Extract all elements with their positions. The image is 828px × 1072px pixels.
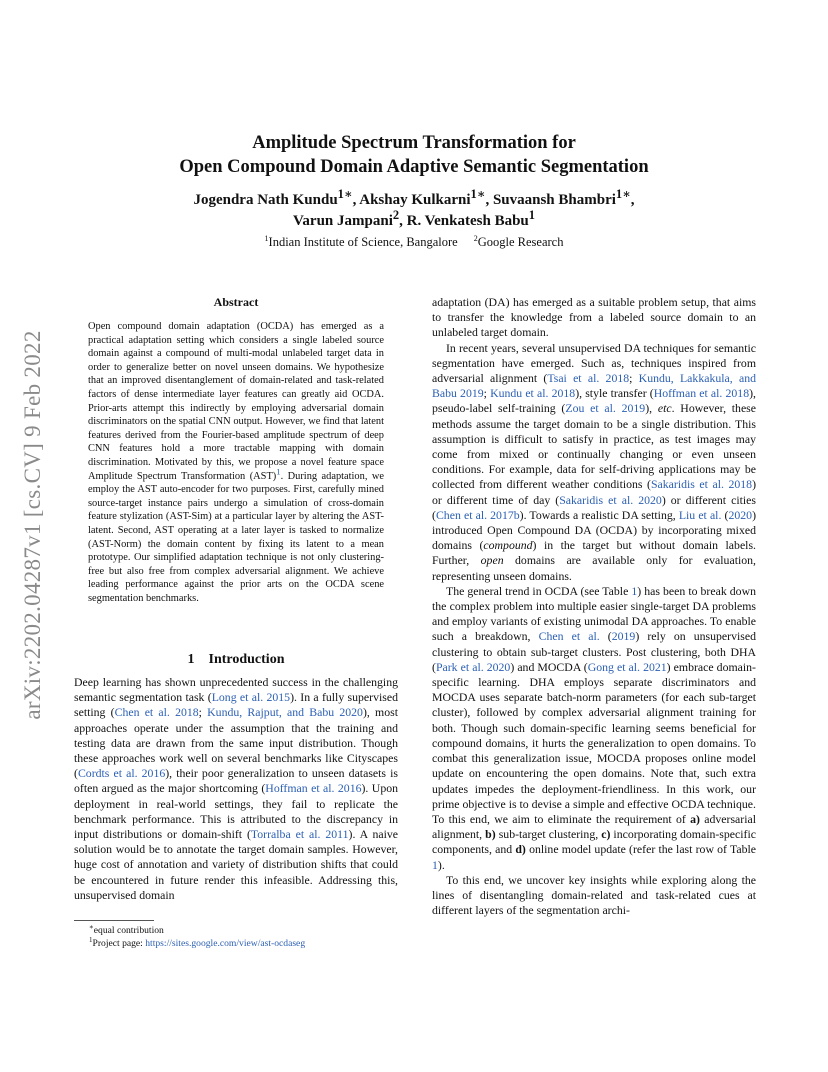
affiliations bbox=[0, 235, 828, 250]
author-name: Suvaansh Bhambri bbox=[492, 192, 616, 208]
abstract-heading: Abstract bbox=[213, 295, 259, 309]
author-name: Varun Jampani bbox=[292, 213, 393, 229]
author-mark: 1∗ bbox=[337, 187, 353, 201]
citation-link[interactable]: Park et al. 2020 bbox=[435, 659, 511, 674]
citation-link[interactable]: Zou et al. 2019 bbox=[565, 401, 646, 416]
author-mark: 1∗ bbox=[615, 187, 631, 201]
paper-title bbox=[0, 131, 828, 179]
footnotes bbox=[89, 924, 389, 950]
affiliation-google: Google Research bbox=[477, 235, 564, 249]
citation-link[interactable]: Hoffman et al. 2018 bbox=[653, 386, 750, 401]
section-title: Introduction bbox=[208, 652, 285, 667]
citation-link[interactable]: Long et al. 2015 bbox=[211, 690, 291, 705]
affiliation-mark: 2 bbox=[473, 233, 478, 243]
abstract-body: Open compound domain adaptation (OCDA) has emerged as a practical adaptation setting which considers a single labeled source domain against a compound of multi-modal unlabeled target data in order to generalize better on novel unseen domains. We hypothesize that an improved disentanglement of domain-related and task-related factors of dense intermediate layer features can greatly aid OCDA. Prior-arts attempt this indirectly by employing adversarial domain discriminators on the spatial CNN output. However, we find that latent features derived from the Fourier-based amplitude spectrum of deep CNN features hold a more tractable mapping with domain discrimination. Motivated by this, we propose a novel feature space Amplitude Spectrum Transformation (AST)$^1$. During adaptation, we employ the AST auto-encoder for two purposes. First, carefully mined source-target instance pairs undergo a simulation of cross-domain feature stylization (AST-Sim) at a particular layer by altering the AST-latent. Second, AST operating at a later layer is tasked to normalize (AST-Norm) the domain content by fixing its latent to a mean prototype. Our simplified adaptation technique is not only clustering-free but also free from complex adversarial alignment. We achieve leading performance against the prior arts on the OCDA scene segmentation benchmarks. bbox=[88, 321, 384, 604]
citation-link[interactable]: Gong et al. 2021 bbox=[587, 659, 667, 674]
paragraph-recent-years: In recent years, several unsupervised DA techniques for semantic segmentation have emerged. Such as, techniques inspired from adversarial alignment (Tsai et al. 2018; Kundu, Lakkakula, and Babu 2019; Kundu et al. 2018), style transfer (Hoffman et al. 2018), pseudo-label self-training (Zou et al. 2019), etc. However, these methods assume the target domain to be a single distribution. This assumption is difficult to satisfy in practice, as test images may come from mixed or continually changing or even unseen conditions. For example, data for self-driving applications may be collected from different weather conditions (Sakaridis et al. 2018) or different time of day (Sakaridis et al. 2020) or different cities (Chen et al. 2017b). Towards a realistic DA setting, Liu et al. (2020) introduced Open Compound DA (OCDA) by incorporating mixed domains (compound) in the target but without domain labels. Further, open domains are available only for evaluation, representing unseen domains. bbox=[432, 340, 757, 583]
arxiv-identifier: arXiv:2202.04287v1 [cs.CV] 9 Feb 2022 bbox=[20, 330, 45, 720]
author-mark: 1 bbox=[528, 208, 536, 222]
paragraph-to-this-end: To this end, we uncover key insights while exploring along the lines of disentangling domain-related and task-related cues at different layers of the segmentation archi- bbox=[432, 872, 756, 918]
citation-link[interactable]: 2020 bbox=[728, 507, 753, 522]
introduction-paragraph: Deep learning has shown unprecedented success in the challenging semantic segmentation task (Long et al. 2015). In a fully supervised setting (Chen et al. 2018; Kundu, Rajput, and Babu 2020), most approaches operate under the assumption that the training and testing data are drawn from the same input distribution. Though these approaches work well on several benchmarks like Cityscapes (Cordts et al. 2016), their poor generalization to unseen datasets is often argued as the major shortcoming (Hoffman et al. 2016). Upon deployment in real-world settings, they fail to replicate the benchmark performance. This is attributed to the discrepancy in input distributions or domain-shift (Torralba et al. 2011). A naive solution would be to annotate the target domain samples. However, huge cost of annotation and variety of distribution shifts that could be encountered in future render this infeasible. Addressing this, unsupervised domain bbox=[74, 675, 399, 902]
footnote-project-page: $^1$Project page: https://sites.google.com/view/ast-ocdaseg bbox=[89, 935, 306, 949]
author-list bbox=[0, 187, 828, 232]
author-mark: 1∗ bbox=[470, 187, 486, 201]
citation-link[interactable]: Hoffman et al. 2016 bbox=[265, 781, 362, 796]
paragraph-da-intro: adaptation (DA) has emerged as a suitable problem setup, that aims to transfer the knowledge from a labeled source domain to an unlabeled target domain. bbox=[432, 295, 756, 340]
citation-link[interactable]: Kundu, Rajput, and Babu 2020 bbox=[207, 705, 363, 720]
author-name: R. Venkatesh Babu bbox=[406, 213, 529, 229]
author-mark: 2 bbox=[392, 208, 400, 222]
citation-link[interactable]: Sakaridis et al. 2020 bbox=[559, 492, 662, 507]
affiliation-mark: 1 bbox=[264, 233, 269, 243]
footnote-link[interactable]: 1 bbox=[276, 466, 281, 477]
citation-link[interactable]: Kundu, Lakkakula, and Babu 2019 bbox=[432, 371, 756, 401]
section-number: 1 bbox=[187, 652, 195, 667]
author-name: Akshay Kulkarni bbox=[359, 192, 471, 208]
footnote-divider bbox=[74, 920, 154, 921]
citation-link[interactable]: Torralba et al. 2011 bbox=[250, 827, 349, 842]
table-reference-link[interactable]: 1 bbox=[432, 857, 438, 872]
citation-link[interactable]: Chen et al. 2017b bbox=[435, 507, 520, 522]
paragraph-ocda-trend: The general trend in OCDA (see Table 1) has been to break down the complex problem into multiple easier single-target DA problems and employ variants of existing unimodal DA approaches. To enable such a breakdown, Chen et al. (2019) rely on unsupervised clustering to obtain sub-target clusters. Post clustering, both DHA (Park et al. 2020) and MOCDA (Gong et al. 2021) embrace domain-specific learning. DHA employs separate discriminators and MOCDA uses separate batch-norm parameters (for each sub-target cluster), followed by complex adversarial alignment training for both. Though such domain-specific learning seems beneficial for compound domains, it hurts the generalization to open domains. To combat this generalization issue, MOCDA proposes online model update on encountering the open domains. Note that, such extra updates impedes the deployment-friendliness. In this work, our prime objective is to devise a simple and effective OCDA technique. To this end, we aim to eliminate the requirement of a) adversarial alignment, b) sub-target clustering, c) incorporating domain-specific components, and d) online model update (refer the last row of Table 1). bbox=[432, 583, 756, 872]
author-line-2: Varun Jampani$^2$, R. Venkatesh Babu$^1$ bbox=[292, 208, 536, 229]
citation-link[interactable]: Liu et al. bbox=[678, 507, 722, 522]
table-reference-link[interactable]: 1 bbox=[631, 583, 638, 598]
citation-link[interactable]: Sakaridis et al. 2018 bbox=[650, 477, 753, 492]
footnote-equal-contribution: ∗equal contribution bbox=[89, 922, 164, 936]
project-page-link[interactable]: https://sites.google.com/view/ast-ocdaseg bbox=[145, 938, 306, 949]
right-column bbox=[432, 295, 756, 918]
citation-link[interactable]: Cordts et al. 2016 bbox=[77, 766, 166, 781]
citation-link[interactable]: Tsai et al. 2018 bbox=[547, 371, 630, 386]
title-line-1: Amplitude Spectrum Transformation for bbox=[252, 133, 576, 153]
citation-link[interactable]: 2019 bbox=[611, 629, 636, 644]
author-line-1: Jogendra Nath Kundu$^{1∗}$, Akshay Kulkarni$^{1∗}$, Suvaansh Bhambri$^{1∗}$, bbox=[193, 187, 635, 208]
citation-link[interactable]: Chen et al. bbox=[538, 629, 600, 644]
author-name: Jogendra Nath Kundu bbox=[193, 192, 338, 208]
arxiv-sidebar-stamp bbox=[8, 290, 58, 760]
section-heading-introduction bbox=[74, 652, 398, 668]
affiliation-iisc: Indian Institute of Science, Bangalore bbox=[268, 235, 458, 249]
citation-link[interactable]: Chen et al. 2018 bbox=[114, 705, 199, 720]
title-line-2: Open Compound Domain Adaptive Semantic Segmentation bbox=[179, 157, 649, 177]
citation-link[interactable]: Kundu et al. 2018 bbox=[490, 386, 576, 401]
